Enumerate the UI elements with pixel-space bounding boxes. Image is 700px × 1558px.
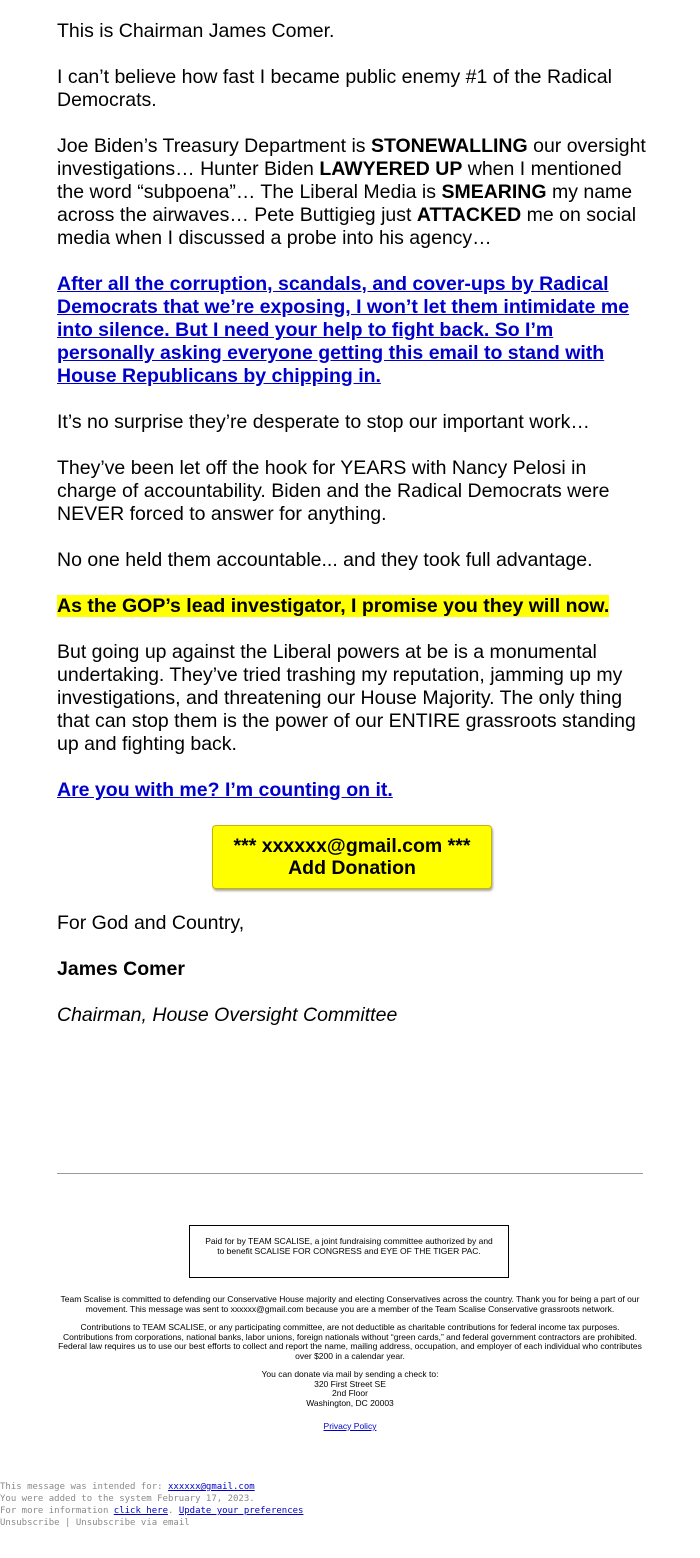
paragraph-desperate: It’s no surprise they’re desperate to stop our important work… <box>57 411 590 433</box>
unsubscribe-line <box>0 1517 700 1529</box>
update-preferences-link[interactable]: Update your preferences <box>178 1506 304 1516</box>
add-donation-button[interactable] <box>212 825 492 889</box>
unsubscribe-link[interactable]: Unsubscribe <box>0 1518 60 1528</box>
text-segment: me on social media when I discussed a probe into his agency… <box>57 204 637 249</box>
paid-for-box <box>189 1225 509 1278</box>
address-line-3: Washington, DC 20003 <box>306 1397 394 1408</box>
counting-link-paragraph <box>57 779 647 802</box>
separator: . <box>167 1506 179 1516</box>
bold-stonewalling: STONEWALLING <box>370 135 528 157</box>
donate-button-wrap <box>57 825 647 889</box>
click-here-link[interactable]: click here <box>113 1506 168 1516</box>
donation-button-email: *** xxxxxx@gmail.com *** <box>233 835 471 857</box>
highlight-paragraph <box>57 595 647 618</box>
footer-commitment: Team Scalise is committed to defending our Conservative House majority and electing Conservatives across the country. Thank you for being a part of our movement. This message was sent to xxxxxx@gmail.com because you are a member of the Team Scalise Conservative grassroots network. <box>60 1294 640 1314</box>
paragraph-accountable: No one held them accountable... and they took full advantage. <box>57 549 593 571</box>
donate-link-paragraph <box>57 273 647 388</box>
donation-button-label: Add Donation <box>288 857 416 879</box>
paragraph-monumental: But going up against the Liberal powers at be is a monumental undertaking. They’ve tried trashing my reputation, jamming up my investigations, and threatening our House Majority. The only thing that can stop them is the power of our ENTIRE grassroots standing up and fighting back. <box>57 641 636 755</box>
text-segment: my name across the airwaves… Pete Buttigieg just <box>57 181 633 226</box>
added-line: You were added to the system February 17, 2023. <box>0 1494 255 1504</box>
highlighted-promise: As the GOP’s lead investigator, I promise you they will now. <box>57 595 610 617</box>
more-info-line <box>0 1505 700 1517</box>
email-body <box>57 20 647 1050</box>
address-line-1: 320 First Street SE <box>314 1378 386 1389</box>
signature-name: James Comer <box>57 958 185 980</box>
address-line-2: 2nd Floor <box>332 1388 368 1398</box>
mail-intro: You can donate via mail by sending a check to: <box>261 1369 439 1379</box>
privacy-policy-link[interactable]: Privacy Policy <box>323 1421 377 1431</box>
paid-for-text: Paid for by TEAM SCALISE, a joint fundraising committee authorized by and to benefit SCALISE FOR CONGRESS and EYE OF THE TIGER PAC. <box>205 1236 493 1256</box>
donate-link-counting[interactable]: Are you with me? I’m counting on it. <box>57 779 393 801</box>
text-segment: when I mentioned the word “subpoena”… The Liberal Media is <box>57 158 622 203</box>
intended-line <box>0 1481 700 1493</box>
intro-line: This is Chairman James Comer. <box>57 20 335 42</box>
bold-smearing: SMEARING <box>441 181 547 203</box>
paragraph-public-enemy: I can’t believe how fast I became public enemy #1 of the Radical Democrats. <box>57 66 612 111</box>
donate-link-main[interactable]: After all the corruption, scandals, and cover-ups by Radical Democrats that we’re exposing, I won’t let them intimidate me into silence. But I need your help to fight back. So I’m personally asking everyone getting this email to stand with House Republicans by chipping in. <box>57 273 630 387</box>
more-info-label: For more information <box>0 1506 114 1516</box>
privacy-paragraph <box>57 1422 643 1432</box>
unsubscribe-email-link[interactable]: Unsubscribe via email <box>75 1518 190 1528</box>
bold-attacked: ATTACKED <box>416 204 522 226</box>
paragraph-off-the-hook: They’ve been let off the hook for YEARS with Nancy Pelosi in charge of accountability. Biden and the Radical Democrats were NEVER forced to answer for anything. <box>57 457 610 525</box>
intended-label: This message was intended for: <box>0 1482 168 1492</box>
legal-footer <box>57 1295 643 1441</box>
footer-contributions: Contributions to TEAM SCALISE, or any participating committee, are not deductible as charitable contributions for federal income tax purposes. Contributions from corporations, national banks, labor unions, foreign nationals without “green cards,” and federal government contractors are prohibited. Federal law requires us to use our best efforts to collect and report the name, mailing address, occupation, and employer of each individual who contributes over $200 in a calendar year. <box>58 1322 642 1361</box>
bold-lawyered-up: LAWYERED UP <box>319 158 463 180</box>
paragraph-stonewalling <box>57 135 647 250</box>
mailing-address <box>57 1370 643 1408</box>
signature-title: Chairman, House Oversight Committee <box>57 1004 398 1026</box>
text-segment: our oversight investigations… Hunter Biden <box>57 135 646 180</box>
pipe-separator: | <box>59 1518 76 1528</box>
footer-divider <box>57 1173 643 1174</box>
closing-line: For God and Country, <box>57 912 245 934</box>
text-segment: Joe Biden’s Treasury Department is <box>57 135 371 157</box>
intended-email-link[interactable]: xxxxxx@gmail.com <box>167 1482 255 1492</box>
system-footer <box>0 1481 700 1529</box>
